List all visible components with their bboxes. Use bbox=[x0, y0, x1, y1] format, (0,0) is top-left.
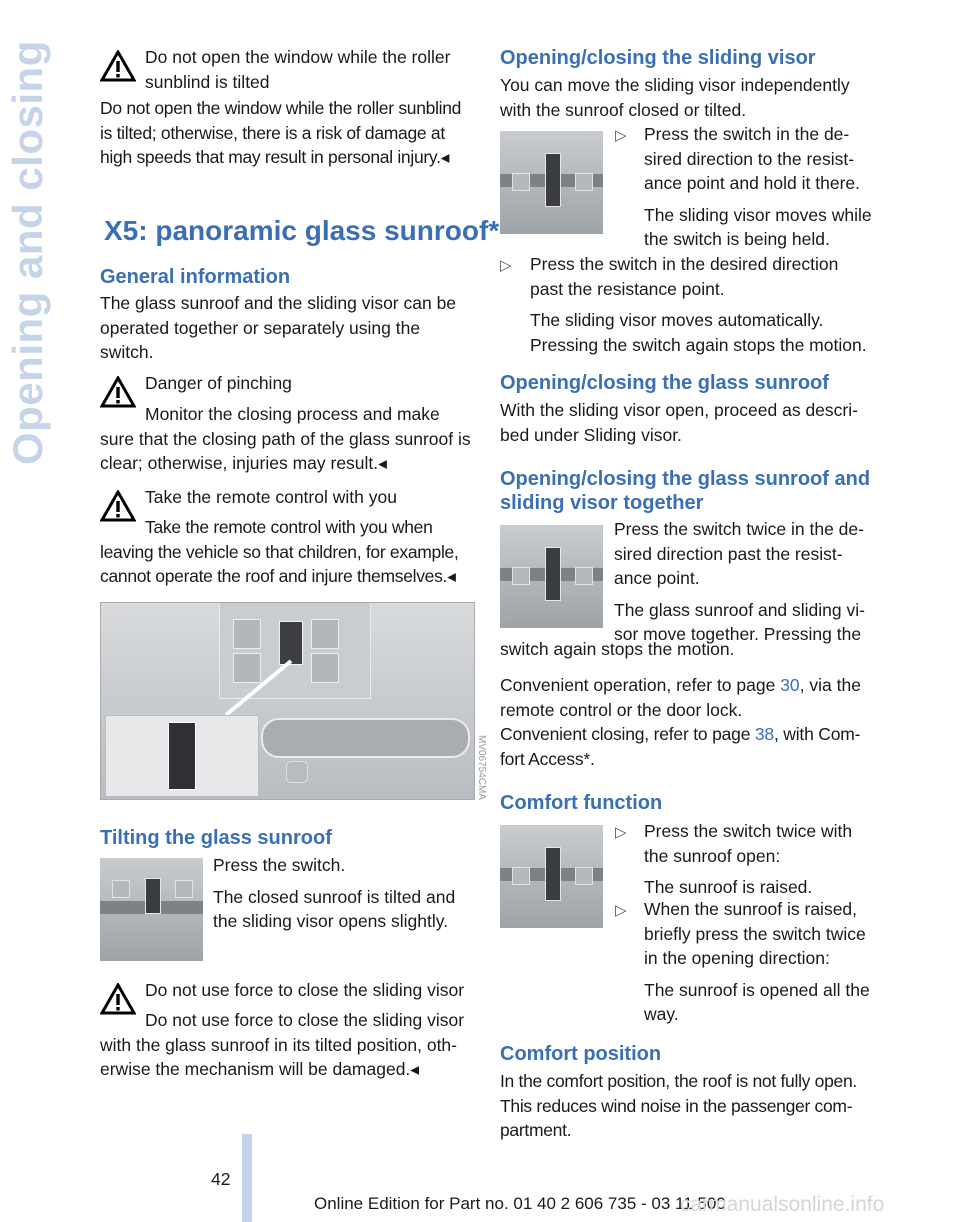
tilting-text: Press the switch. The closed sunroof is tilted and the sliding visor opens slightly. bbox=[213, 855, 456, 931]
warning-1-body: Do not open the window while the roller sunblind is tilted; otherwise, there is a risk of damage at high speeds that may result in personal injury.◂ bbox=[100, 98, 462, 167]
watermark: carmanualsonline.info bbox=[680, 1193, 885, 1216]
switch-thumbnail-comfort bbox=[500, 825, 603, 928]
footer-bar bbox=[242, 1134, 252, 1222]
bullet-icon: ▷ bbox=[615, 824, 627, 841]
side-section-title: Opening and closing bbox=[4, 40, 51, 465]
comfort-position-heading: Comfort position bbox=[500, 1043, 662, 1065]
warning-3-title: Take the remote control with you bbox=[145, 487, 397, 507]
tilting-heading: Tilting the glass sunroof bbox=[100, 827, 332, 849]
together-heading: Opening/closing the glass sunroof and sliding visor together bbox=[500, 468, 871, 514]
glass-sunroof-heading: Opening/closing the glass sunroof bbox=[500, 372, 829, 394]
general-information-heading: General information bbox=[100, 266, 291, 288]
bullet-icon: ▷ bbox=[615, 127, 627, 144]
comfort-function-heading: Comfort function bbox=[500, 792, 663, 814]
together-tail: switch again stops the motion. bbox=[500, 639, 735, 659]
page-30-link[interactable]: 30 bbox=[780, 675, 800, 695]
image-code: MV06754CMA bbox=[476, 735, 487, 801]
warning-triangle-icon bbox=[100, 50, 136, 84]
section-title: X5: panoramic glass sunroof* bbox=[104, 215, 500, 246]
comfort-step-2: When the sunroof is raised, briefly press the switch twice in the opening direction: The sunroof is opened all the way. bbox=[644, 899, 870, 1024]
sliding-visor-heading: Opening/closing the sliding visor bbox=[500, 47, 816, 69]
warning-3-body: Take the remote control with you when leaving the vehicle so that children, for example, cannot operate the roof and injure themselves.◂ bbox=[100, 517, 459, 586]
bullet-icon: ▷ bbox=[500, 257, 512, 274]
switch-thumbnail-tilt bbox=[100, 858, 203, 961]
general-information-text: The glass sunroof and the sliding visor can be operated together or separately using the switch. bbox=[100, 293, 457, 362]
warning-4-body: Do not use force to close the sliding visor with the glass sunroof in its tilted position, oth- erwise the mechanism will be damaged.◂ bbox=[100, 1010, 465, 1079]
together-text: Press the switch twice in the de- sired direction past the resist- ance point. The glass sunroof and sliding vi- sor move together. Pressing the bbox=[614, 519, 865, 644]
comfort-step-1: Press the switch twice with the sunroof open: The sunroof is raised. bbox=[644, 821, 853, 897]
bullet-icon: ▷ bbox=[615, 902, 627, 919]
warning-2-title: Danger of pinching bbox=[145, 373, 292, 393]
warning-2-body: Monitor the closing process and make sure that the closing path of the glass sunroof is clear; otherwise, injuries may result.◂ bbox=[100, 404, 471, 473]
visor-step-2: Press the switch in the desired direction past the resistance point. The sliding visor moves automatically. Pressing the switch again stops the motion. bbox=[530, 254, 867, 355]
switch-thumbnail-together bbox=[500, 525, 603, 628]
comfort-position-text: In the comfort position, the roof is not fully open. This reduces wind noise in the passenger com- partment. bbox=[500, 1071, 857, 1140]
sliding-visor-intro: You can move the sliding visor independently with the sunroof closed or tilted. bbox=[500, 75, 850, 120]
visor-step-1: Press the switch in the de- sired direction to the resist- ance point and hold it there. The sliding visor moves while the switch is being held. bbox=[644, 124, 872, 249]
glass-sunroof-text: With the sliding visor open, proceed as descri- bed under Sliding visor. bbox=[500, 400, 858, 445]
convenient-operation-text: Convenient operation, refer to page 30, via the remote control or the door lock. bbox=[500, 675, 861, 720]
page-number: 42 bbox=[211, 1169, 231, 1189]
warning-4-title: Do not use force to close the sliding visor bbox=[145, 980, 465, 1000]
switch-thumbnail-visor bbox=[500, 131, 603, 234]
convenient-closing-text: Convenient closing, refer to page 38, with Com- fort Access*. bbox=[500, 724, 861, 769]
edition-line: Online Edition for Part no. 01 40 2 606 735 - 03 11 500 bbox=[314, 1194, 726, 1213]
page-38-link[interactable]: 38 bbox=[754, 724, 774, 744]
overhead-console-illustration bbox=[100, 602, 475, 800]
warning-1-title: Do not open the window while the roller sunblind is tilted bbox=[145, 47, 451, 92]
